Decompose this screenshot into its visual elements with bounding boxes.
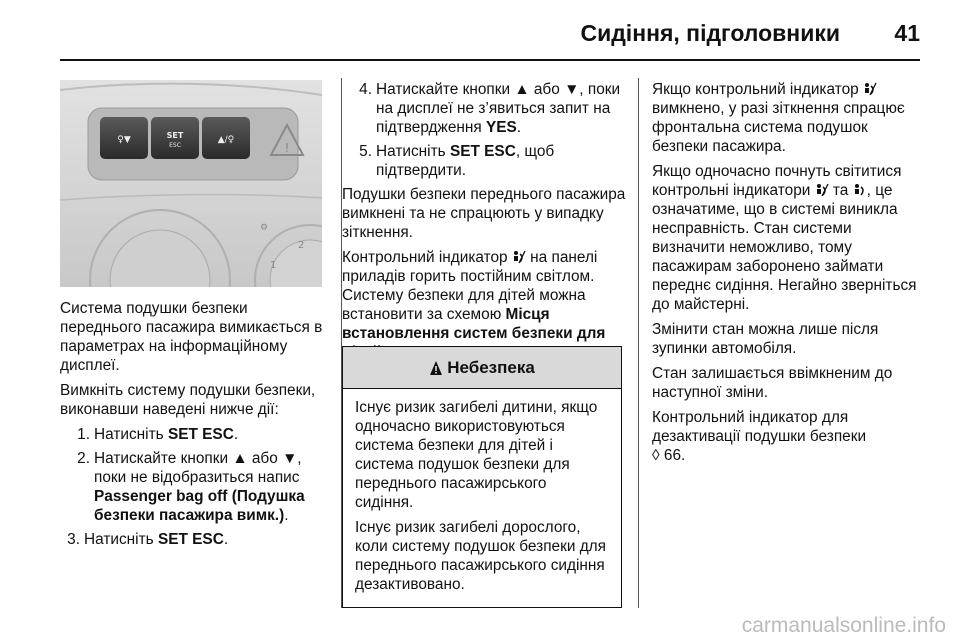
warning-header [343, 347, 621, 389]
paragraph: Систему безпеки для дітей можна встановити за схемою Місця встановлення систем безпеки для [342, 286, 626, 362]
airbag-off-indicator-icon [863, 82, 877, 96]
page-title: Сидіння, підголовники [580, 20, 840, 46]
paragraph: Вимкніть систему подушки безпеки, виконавши наведені нижче дії: [60, 382, 316, 418]
page-ref-arrow-icon: ◊ [652, 447, 660, 464]
airbag-off-indicator-icon [512, 250, 526, 264]
paragraph: Якщо одночасно почнуть світитися контрольні індикатори та , це означатиме, що в системі виникла несправність. Стан системи визначити неможливо, тому пасажирам заборонено займати переднє сидіння. Негайно зверніться до майстерні. [652, 163, 917, 313]
watermark: carmanualsonline.info [741, 614, 946, 637]
paragraph: Подушки безпеки переднього пасажира вимкнені та не спрацюють у випадку зіткнення. [342, 186, 626, 241]
column-3 [652, 80, 924, 471]
svg-text:⚙: ⚙ [260, 223, 269, 233]
danger-warning-box [342, 346, 622, 608]
dashboard-buttons-photo [60, 80, 322, 287]
photo-esc-label: ESC [169, 142, 181, 149]
list-item: 4. Натискайте кнопки ▲ або ▼, поки на дисплеї не з’явиться запит на підтвердження YES. [359, 81, 621, 136]
photo-dial-1: 1 [270, 260, 277, 271]
list-item: 1. Натисніть SET ESC. [77, 426, 239, 443]
warning-text: Існує ризик загибелі дитини, якщо одночасно використовуються система безпеки для дітей і система подушок безпеки для переднього пасажирського сидіння. [355, 399, 598, 511]
warning-triangle-icon [429, 360, 443, 376]
column-2 [342, 80, 626, 368]
paragraph: Якщо контрольний індикатор вимкнено, у разі зіткнення спрацює фронтальна система подушок безпеки пасажира. [652, 81, 905, 155]
svg-text:▲/♀: ▲/♀ [217, 135, 235, 145]
airbag-on-indicator-icon [853, 183, 867, 197]
list-item: 5. Натисніть SET ESC, щоб підтвердити. [359, 143, 555, 179]
svg-text:!: ! [284, 141, 290, 155]
paragraph: Стан залишається ввімкненим до наступної зміни. [652, 365, 893, 401]
svg-text:♀▼: ♀▼ [117, 135, 131, 145]
column-divider-2 [638, 78, 639, 608]
page-header [0, 0, 960, 60]
page-number: 41 [894, 20, 920, 46]
airbag-off-indicator-icon [815, 183, 829, 197]
photo-set-label: SET [166, 131, 184, 140]
paragraph: Контрольний індикатор на панелі приладів горить постійним світлом. [342, 249, 598, 285]
warning-text: Існує ризик загибелі дорослого, коли систему подушок безпеки для переднього пасажирського сидіння дезактивовано. [355, 519, 606, 593]
photo-dial-2: 2 [298, 240, 305, 251]
warning-title: Небезпека [447, 357, 535, 377]
paragraph: Змінити стан можна лише після зупинки автомобіля. [652, 321, 879, 357]
list-item: 2. Натискайте кнопки ▲ або ▼, поки не відобразиться напис Passenger bag off (Подушка безпеки пасажира вимк.). [77, 450, 305, 524]
list-item: 3. Натисніть SET ESC. [67, 531, 229, 548]
paragraph: Контрольний індикатор для дезактивації подушки безпеки ◊ 66. [652, 409, 867, 464]
column-1 [60, 299, 332, 554]
header-rule [60, 59, 920, 61]
paragraph: Система подушки безпеки переднього пасажира вимикається в параметрах на інформаційному дисплеї. [60, 300, 323, 374]
